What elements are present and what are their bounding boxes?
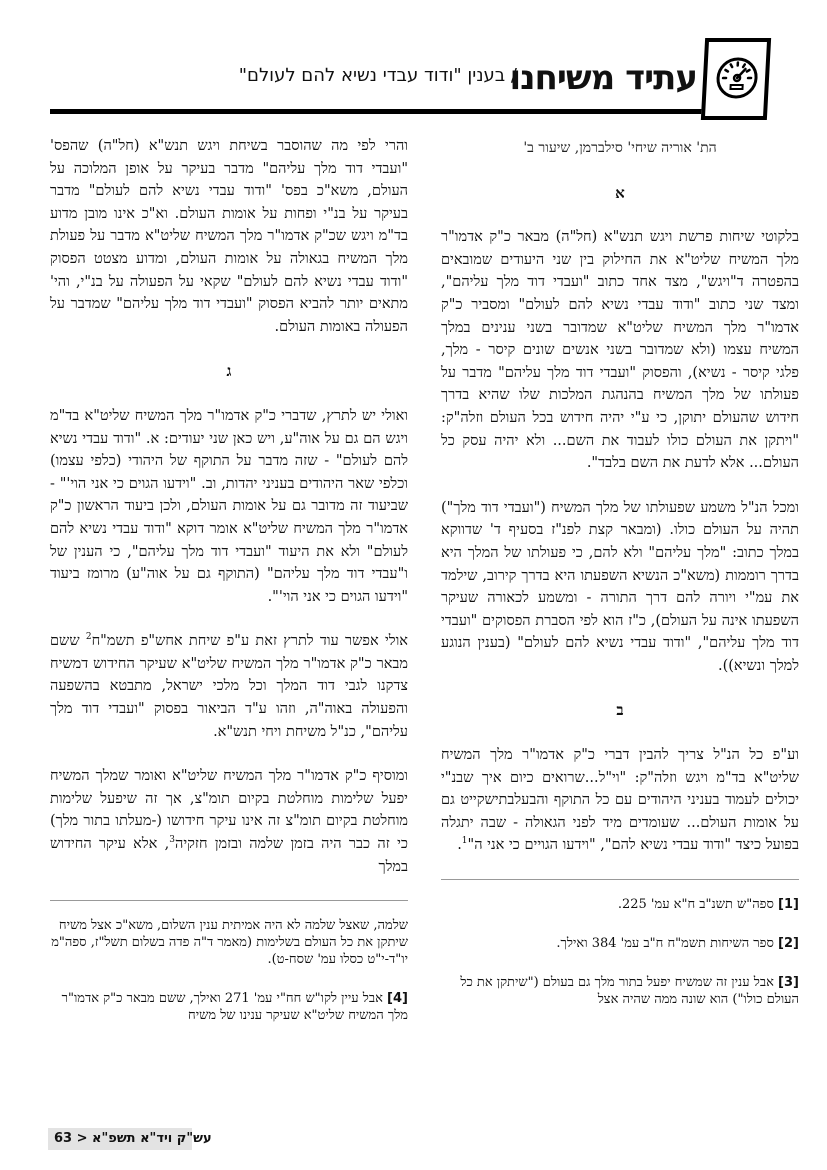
footnote-text: ספה"ש תשנ"ב ח"א עמ' 225.	[617, 897, 774, 913]
paragraph	[50, 765, 408, 878]
footnote-number: [3]	[778, 975, 799, 991]
paragraph-text: ששם מבאר כ"ק אדמו"ר מלך המשיח שליט"א שעיקר החידוש דמשיח צדקנו לגבי דוד המלך וכל מלכי ישראל, מתבטא בהשפעה והפעולה באוה"ה, וזהו ע"ד הביאור בפסוק "ועבדי דוד מלך עליהם", כנ"ל משיחת ויחי תנש"א.	[50, 633, 408, 740]
footnote-text: אבל ענין זה שמשיח יפעל בתור מלך גם בעולם ("שיתקן את כל העולם כולו") הוא שונה ממה שהיה אצל	[460, 975, 799, 1008]
footnote-text: שלמה, שאצל שלמה לא היה אמיתית ענין השלום, משא"כ אצל משיח שיתקן את כל העולם בשלימות (מאמר ד"ה פדה בשלום תשל"ז, ספה"מ יו"ד-י"ט כסלו עמ' שסח-ט).	[51, 918, 408, 968]
magazine-section-title: עתיד משיחנו	[509, 58, 697, 98]
section-heading-g: ג	[226, 362, 232, 381]
section-heading-a: א	[615, 183, 625, 202]
page-header	[0, 0, 827, 120]
footnote	[441, 935, 799, 952]
paragraph-text: , אלא עיקר החידוש במלך	[50, 836, 408, 875]
footnote	[50, 990, 408, 1024]
paragraph	[441, 744, 799, 857]
section-heading-b: ב	[616, 701, 624, 720]
paragraph: והרי לפי מה שהוסבר בשיחת ויגש תנש"א (חל"ה) שהפס' "ועבדי דוד מלך עליהם" מדבר בעיקר על אופן המלוכה על העולם, משא"כ בפס' "ודוד עבדי נשיא להם לעולם" מדבר בעיקר על בנ"י ופחות על אומות העולם. וא"כ אינו מובן מדוע בד"מ ויגש שכ"ק אדמו"ר מלך המשיח שליט"א מדבר על פעולת מלך המשיח בגאולה על אומות העולם, ומדוע מצטט הפסוק "ודוד עבדי נשיא להם לעולם" שקאי על הפעולה על בנ"י, והי' מתאים יותר להביא הפסוק "ועבדי דוד מלך עליהם" שמדבר על הפעולה באומות העולם.	[50, 138, 408, 335]
paragraph-text: וע"פ כל הנ"ל צריך להבין דברי כ"ק אדמו"ר מלך המשיח שליט"א בד"מ ויגש וזלה"ק: "וי"ל...שרואים כיום איך שבנ"י יכולים לעמוד בעניני היהודים עם כל התוקף והבעלבתישקייט גם על אומות העולם... שעומדים מיד לפני הגאולה - שבה יתגלה בפועל כיצד "ודוד עבדי נשיא להם", "וידעו הגויים כי אני ה"	[441, 747, 799, 854]
paragraph-text: ומוסיף כ"ק אדמו"ר מלך המשיח שליט"א ואומר שמלך המשיח יפעל שלימות מוחלטת בקיום תומ"צ, אך זה שיפעל שלימות מוחלטת בקיום תומ"צ זה אינו עיקר חידושו (-מעלתו בתור מלך) כי זה כבר היה בזמן שלמה ובזמן חזקיה	[50, 768, 408, 853]
footnote-text: ספר השיחות תשמ"ח ח"ב עמ' 384 ואילך.	[556, 936, 774, 952]
footnote	[441, 974, 799, 1008]
footnote-divider	[50, 900, 408, 901]
footnote-ref[interactable]: 3	[169, 835, 176, 846]
header-rule	[50, 109, 710, 114]
footnote-ref[interactable]: 1	[461, 836, 468, 847]
footnote-divider	[441, 879, 799, 880]
right-column	[441, 135, 799, 1030]
logo-box	[701, 38, 771, 120]
footnote-ref[interactable]: 2	[85, 632, 92, 643]
paragraph: ואולי יש לתרץ, שדברי כ"ק אדמו"ר מלך המשיח שליט"א בד"מ ויגש הם גם על אוה"ע, ויש כאן שני יעודים: א. "ודוד עבדי נשיא להם לעולם" - שזה מדבר על התוקף של היהודי (כלפי עצמו) וכלפי שאר היהודים בעניני יהדות, וב. "וידעו הגוים כי אני הוי'" - שביעוד זה מדובר גם על אומות העולם, ולכן ביעוד הראשון כ"ק אדמו"ר מלך המשיח שליט"א אומר דוקא "ודוד עבדי נשיא להם לעולם" ולא את היעוד "ועבדי דוד מלך עליהם", כי הענין של ו"עבדי דוד מלך עליהם" (התוקף גם על אוה"ע) מרומז ביעוד "וידעו הגוים כי אני הוי'".	[50, 407, 408, 605]
footnote-number: [1]	[778, 897, 799, 913]
footnote	[441, 896, 799, 913]
author-byline: הת' אוריה שיחי' סילברמן, שיעור ב'	[523, 140, 717, 156]
footnote-number: [2]	[778, 936, 799, 952]
left-column	[50, 135, 408, 1046]
footnote-text: אבל עיין לקו"ש חח"י עמ' 271 ואילך, ששם מבאר כ"ק אדמו"ר מלך המשיח שליט"א שעיקר ענינו של משיח	[61, 991, 408, 1024]
article-subtitle: / בענין "ודוד עבדי נשיא להם לעולם"	[238, 65, 517, 86]
speedometer-icon	[714, 56, 760, 100]
page-footer: עש"ק ויד"א תשפ"א < 63	[54, 1131, 212, 1146]
paragraph-end: .	[457, 837, 462, 854]
paragraph: ומכל הנ"ל משמע שפעולתו של מלך המשיח ("ועבדי דוד מלך") תהיה על העולם כולו. (ומבאר קצת לפנ"ז בסעיף ד' שדווקא במלך כתוב: "מלך עליהם" ולא להם, כי פעולתו של המלך היא בדרך רוממות (משא"כ הנשיא השפעתו היא בדרך קירוב, שילמד את עמ"י ויורה להם דרך התורה - ומשמע לכאורה שעיקר השפעתו אינה על העולם), כ"ז הוא לפי הסברת הפסוקים "ועבדי דוד מלך עליהם", "ודוד עבדי נשיא להם לעולם" (בענין הנוגע למלך ונשיא)).	[441, 499, 799, 674]
footnote	[50, 917, 408, 968]
paragraph	[50, 630, 408, 743]
paragraph-text: אולי אפשר עוד לתרץ זאת ע"פ שיחת אחש"פ תשמ"ח	[91, 633, 408, 650]
paragraph: בלקוטי שיחות פרשת ויגש תנש"א (חל"ה) מבאר כ"ק אדמו"ר מלך המשיח שליט"א את החילוק בין שני היעודים שמובאים בהפטרה ד"ויגש", מצד אחד כתוב "ועבדי דוד מלך עליהם", ומצד שני כתוב "ודוד עבדי נשיא להם לעולם" ומסביר כ"ק אדמו"ר מלך המשיח שליט"א שמדובר בשני ענינים במלך המשיח עצמו (ולא שמדובר בשני אנשים שונים קיסר - מלך, פלגי קיסר - נשיא), והפסוק "ועבדי דוד מלך עליהם" מדבר על פעולתו של מלך המשיח בהנהגת המלכות שלו שהיא בדרך חידוש שהעולם יתוקן, כי ע"י יהיה חידוש בכל העולם וזלה"ק: "ויתקן את העולם כולו לעבוד את השם... ולא יהיה עסק כל העולם... אלא לדעת את השם בלבד".	[441, 229, 799, 472]
footnote-number: [4]	[387, 991, 408, 1007]
